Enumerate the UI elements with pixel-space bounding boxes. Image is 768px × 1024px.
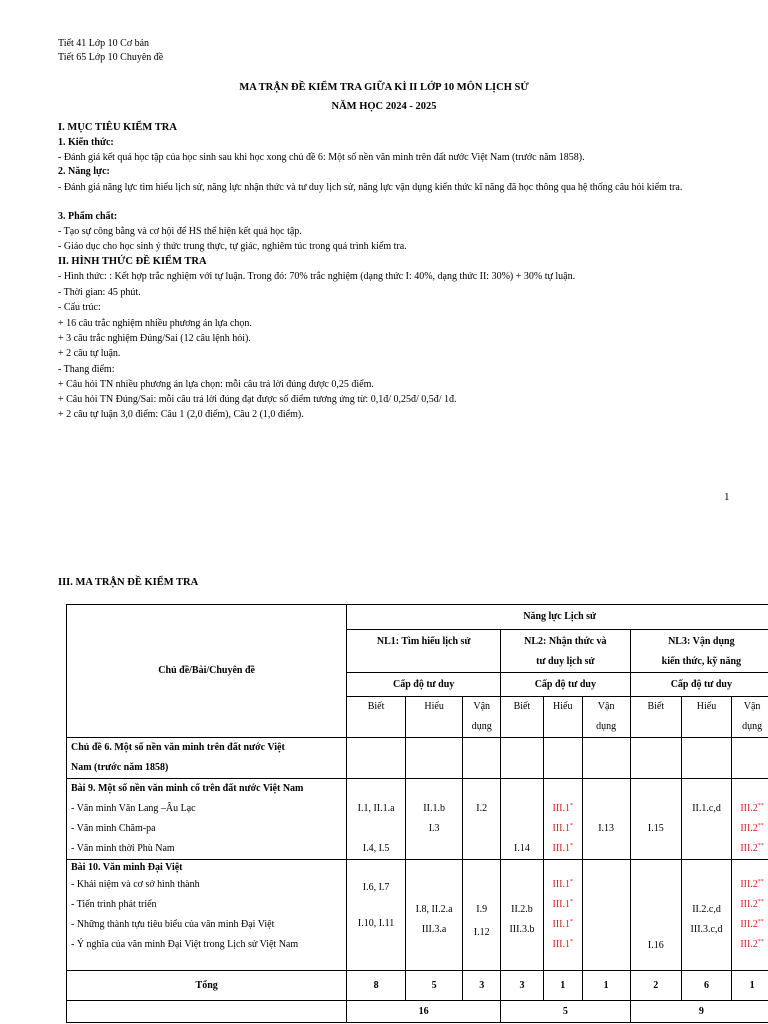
question-code-text: III.2 [740,939,758,950]
question-code [631,799,681,819]
lesson-10-item: - Khái niệm và cơ sở hình thành [71,879,200,890]
question-code [501,799,543,819]
vandung-line-1: Vận [743,701,761,712]
topic-6-line-2: Nam (trước năm 1858) [71,762,169,773]
question-code [501,819,543,839]
question-code [544,935,582,955]
b9-nl1-biet [347,779,406,860]
nl2-header-line-2: tư duy lịch sử [536,656,595,667]
b10-nl2-biet [501,860,544,971]
question-code: II.1.b [423,803,445,814]
b9-nl2-hieu [543,779,582,860]
question-code [732,895,768,915]
question-code [544,915,582,935]
nl1-level-header: Cấp độ tư duy [347,673,501,697]
total-value: 5 [405,971,463,1001]
quality-item-1: - Tạo sự công bằng và cơ hội để HS thể hiện kết quả học tập. [58,226,302,237]
b9-nl3-hieu [681,779,731,860]
marker: * [569,803,573,809]
marker: ** [757,803,764,809]
lesson-10-item: - Những thành tựu tiêu biểu của văn minh Đại Việt [71,919,275,930]
total-value: 8 [347,971,406,1001]
empty-cell [405,738,463,779]
nl2-level-header: Cấp độ tư duy [501,673,631,697]
format-line: - Hình thức: : Kết hợp trắc nghiệm với tự luận. Trong đó: 70% trắc nghiệm (dạng thức I: 40%, dạng thức II: 30%) + 30% tự luận. [58,271,576,282]
competency-text: - Đánh giá năng lực tìm hiểu lịch sử, năng lực nhận thức và tư duy lịch sử, năng lực vận dụng kiến thức kĩ năng đã học thông qua hệ thống câu hỏi kiểm tra. [58,182,683,193]
question-code: I.8, II.2.a [415,904,453,915]
nl1-header: NL1: Tìm hiểu lịch sử [347,630,501,673]
marker: ** [757,919,764,925]
question-code-text: III.2 [740,823,758,834]
vandung-line-2: dụng [596,721,617,732]
empty-cell [582,738,630,779]
question-code: I.16 [647,940,664,951]
lesson-9-item: - Văn minh thời Phù Nam [71,843,175,854]
format-line: - Cấu trúc: [58,302,101,313]
question-code [544,839,582,859]
empty-cell [501,738,544,779]
total-label: Tổng [67,971,347,1001]
section-3-heading: III. MA TRẬN ĐỀ KIỂM TRA [58,577,199,588]
group-total-nl2: 5 [501,1001,631,1023]
vandung-line-2: dụng [471,721,492,732]
b9-nl3-biet [630,779,681,860]
lesson-9-cell [67,779,347,860]
nl1-hieu-header: Hiểu [405,697,463,738]
question-code: III.3.a [421,924,447,935]
format-line: - Thang điểm: [58,364,115,375]
question-code: I.3 [428,823,440,834]
lesson-9-item: - Văn minh Văn Lang –Âu Lạc [71,803,196,814]
marker: ** [757,939,764,945]
b10-nl2-hieu [543,860,582,971]
format-line: + 2 câu tự luận. [58,348,121,359]
question-code: I.10, I.11 [357,918,395,929]
knowledge-heading: 1. Kiến thức: [58,137,114,148]
nl2-hieu-header: Hiểu [543,697,582,738]
quality-item-2: - Giáo dục cho học sinh ý thức trung thực, tự giác, nghiêm túc trong quá trình kiểm tra. [58,241,407,252]
question-code-text: III.1 [552,899,570,910]
nl1-biet-header: Biết [347,697,406,738]
question-code [544,799,582,819]
question-code: I.6, I.7 [362,882,390,893]
marker: * [569,823,573,829]
vandung-line-1: Vận [597,701,615,712]
question-code [732,935,768,955]
b10-nl3-biet [630,860,681,971]
nl3-header-line-2: kiến thức, kỹ năng [661,656,742,667]
question-code [732,915,768,935]
lesson-10-item: - Tiến trình phát triển [71,899,157,910]
question-code-text: III.1 [552,919,570,930]
question-code: I.4, I.5 [362,843,390,854]
format-line: + Câu hỏi TN nhiều phương án lựa chọn: mỗi câu trả lời đúng được 0,25 điểm. [58,379,374,390]
marker: * [569,879,573,885]
total-value: 2 [630,971,681,1001]
total-value: 1 [582,971,630,1001]
empty-cell [582,860,630,971]
question-code-text: III.2 [740,803,758,814]
question-code: II.2.c,d [692,904,721,915]
question-code [732,875,768,895]
lesson-9-item: - Văn minh Chăm-pa [71,823,156,834]
question-code-text: III.2 [740,919,758,930]
nl3-level-header: Cấp độ tư duy [630,673,768,697]
question-code [544,875,582,895]
quality-heading: 3. Phẩm chất: [58,211,118,222]
group-total-nl3: 9 [630,1001,768,1023]
format-line: + Câu hỏi TN Đúng/Sai: mỗi câu trả lời đúng đạt được số điểm tương ứng từ: 0,1đ/ 0,25đ/ 0,5đ/ 1đ. [58,394,457,405]
format-line: + 16 câu trắc nghiệm nhiều phương án lựa chọn. [58,318,252,329]
question-code-text: III.1 [552,803,570,814]
nl2-header [501,630,631,673]
question-code [544,819,582,839]
total-value: 1 [543,971,582,1001]
document-title: MA TRẬN ĐỀ KIỂM TRA GIỮA KÌ II LỚP 10 MÔN LỊCH SỬ [239,82,529,93]
marker: ** [757,899,764,905]
knowledge-text: - Đánh giá kết quả học tập của học sinh sau khi học xong chủ đề 6: Một số nền văn minh trên đất nước Việt Nam (trước năm 1858). [58,152,585,163]
question-code [544,895,582,915]
question-code [347,819,405,839]
group-total-nl1: 16 [347,1001,501,1023]
b10-nl1-biet [347,860,406,971]
question-code: II.1.c,d [692,803,721,814]
total-value: 1 [732,971,768,1001]
question-code-text: III.2 [740,843,758,854]
empty-cell [681,738,731,779]
nl2-biet-header: Biết [501,697,544,738]
b9-nl2-biet [501,779,544,860]
total-value: 6 [681,971,731,1001]
question-code [406,839,463,859]
lesson-10-title: Bài 10. Văn minh Đại Việt [71,862,183,873]
b10-nl3-vandung [732,860,768,971]
total-value: 3 [463,971,501,1001]
empty-cell [732,738,768,779]
question-code: I.14 [514,843,530,854]
question-code: II.2.b [511,904,533,915]
marker: ** [757,879,764,885]
question-code: I.9 [476,904,488,915]
nl3-header [630,630,768,673]
b9-nl3-vandung [732,779,768,860]
lesson-9-title: Bài 9. Một số nền văn minh cổ trên đất nước Việt Nam [71,783,304,794]
nl3-header-line-1: NL3: Vận dụng [668,636,735,647]
school-year: NĂM HỌC 2024 - 2025 [331,101,437,112]
page-number: 1 [724,491,730,503]
topic-6-cell [67,738,347,779]
vandung-line-2: dụng [742,721,763,732]
empty-cell [630,738,681,779]
marker: * [569,843,573,849]
question-code [463,819,500,839]
question-code [732,799,768,819]
marker: * [569,939,573,945]
question-code [732,819,768,839]
question-code: I.2 [476,803,488,814]
question-code: I.12 [473,927,490,938]
question-code-text: III.1 [552,823,570,834]
nl2-header-line-1: NL2: Nhận thức và [524,636,607,647]
lesson-10-item: - Ý nghĩa của văn minh Đại Việt trong Lịch sử Việt Nam [71,939,299,950]
marker: ** [757,843,764,849]
assessment-matrix-table [66,604,768,1023]
b10-nl1-vandung [463,860,501,971]
lesson-line-specialized: Tiết 65 Lớp 10 Chuyên đề [58,52,164,63]
marker: * [569,899,573,905]
question-code: I.15 [647,823,664,834]
lesson-line-basic: Tiết 41 Lớp 10 Cơ bản [58,38,150,49]
marker: ** [757,823,764,829]
question-code: I.13 [598,823,615,834]
question-code-text: III.1 [552,843,570,854]
lesson-10-cell [67,860,347,971]
competency-heading: 2. Năng lực: [58,166,110,177]
format-line: - Thời gian: 45 phút. [58,287,141,298]
empty-cell [67,1001,347,1023]
question-code: III.3.c,d [690,924,723,935]
section-1-heading: I. MỤC TIÊU KIỂM TRA [58,122,177,133]
question-code [682,819,731,839]
question-code [463,839,500,859]
section-2-heading: II. HÌNH THỨC ĐỀ KIỂM TRA [58,256,207,267]
question-code-text: III.1 [552,939,570,950]
question-code-text: III.1 [552,879,570,890]
nl3-biet-header: Biết [630,697,681,738]
question-code: III.3.b [509,924,535,935]
b10-nl3-hieu [681,860,731,971]
format-line: + 2 câu tự luận 3,0 điểm: Câu 1 (2,0 điểm), Câu 2 (1,0 điểm). [58,409,304,420]
nl3-vandung-header [732,697,768,738]
format-line: + 3 câu trắc nghiệm Đúng/Sai (12 câu lệnh hỏi). [58,333,251,344]
question-code [583,839,630,859]
question-code-text: III.2 [740,899,758,910]
topic-header: Chủ đề/Bài/Chuyên đề [67,605,347,738]
nl3-hieu-header: Hiểu [681,697,731,738]
question-code [631,839,681,859]
question-code [732,839,768,859]
b9-nl1-vandung [463,779,501,860]
vandung-line-1: Vận [473,701,491,712]
competency-header: Năng lực Lịch sử [347,605,768,630]
nl2-vandung-header [582,697,630,738]
b9-nl2-vandung [582,779,630,860]
question-code [583,799,630,819]
question-code [682,839,731,859]
question-code-text: III.2 [740,879,758,890]
b10-nl1-hieu [405,860,463,971]
b9-nl1-hieu [405,779,463,860]
nl1-vandung-header [463,697,501,738]
empty-cell [347,738,406,779]
marker: * [569,919,573,925]
empty-cell [543,738,582,779]
empty-cell [463,738,501,779]
total-value: 3 [501,971,544,1001]
topic-6-line-1: Chủ đề 6. Một số nền văn minh trên đất nước Việt [71,742,285,753]
question-code: I.1, II.1.a [357,803,395,814]
